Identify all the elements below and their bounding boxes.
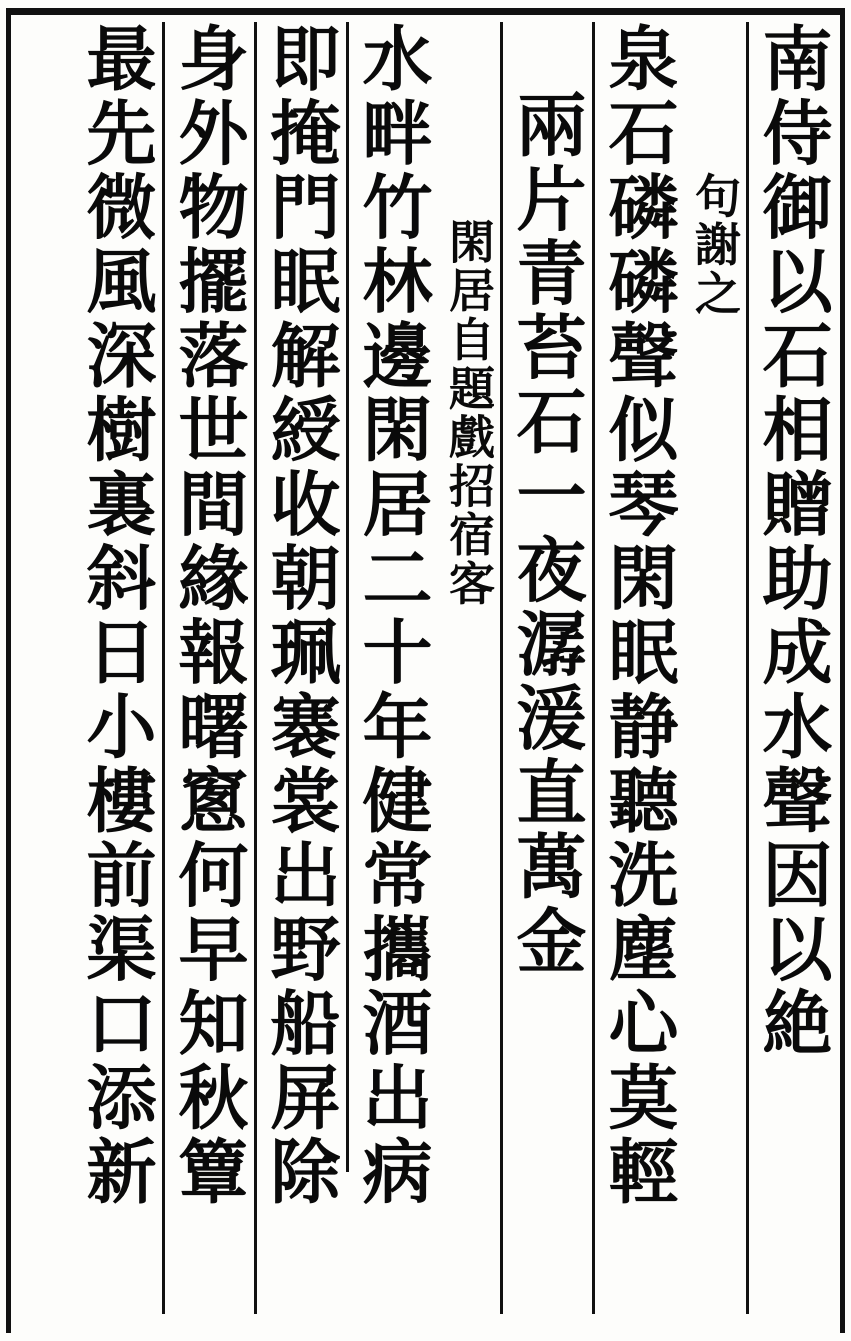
text-column xyxy=(346,22,438,1327)
page-border-right xyxy=(840,8,845,1333)
column-text: 水畔竹林邊閑居二十年健常攜酒出病 xyxy=(351,22,434,1210)
text-column xyxy=(254,22,346,1327)
text-column xyxy=(162,22,254,1327)
column-text: 泉石磷磷聲似琴閑眠静聽洗塵心莫輕 xyxy=(597,22,680,1210)
column-text: 句謝之 xyxy=(688,172,742,319)
column-text: 閑居自題戲招宿客 xyxy=(442,218,496,609)
page-border-top xyxy=(6,8,845,15)
column-text: 兩片青苔石一夜潺湲直萬金 xyxy=(505,88,588,979)
column-text: 南侍御以石相贈助成水聲因以絶 xyxy=(751,22,834,1061)
text-column xyxy=(500,22,592,1327)
text-column xyxy=(438,22,500,1327)
column-text: 即掩門眠解綬收朝珮褰裳出野船屏除 xyxy=(259,22,342,1210)
text-column xyxy=(684,22,746,1327)
page-border-left xyxy=(6,8,11,1333)
text-column xyxy=(592,22,684,1327)
text-column xyxy=(70,22,162,1327)
column-text: 最先微風深樹裏斜日小樓前渠口添新 xyxy=(75,22,158,1210)
text-column xyxy=(746,22,838,1327)
column-text: 身外物擺落世間緣報曙窻何早知秋簟 xyxy=(167,22,250,1210)
text-block xyxy=(14,22,838,1327)
